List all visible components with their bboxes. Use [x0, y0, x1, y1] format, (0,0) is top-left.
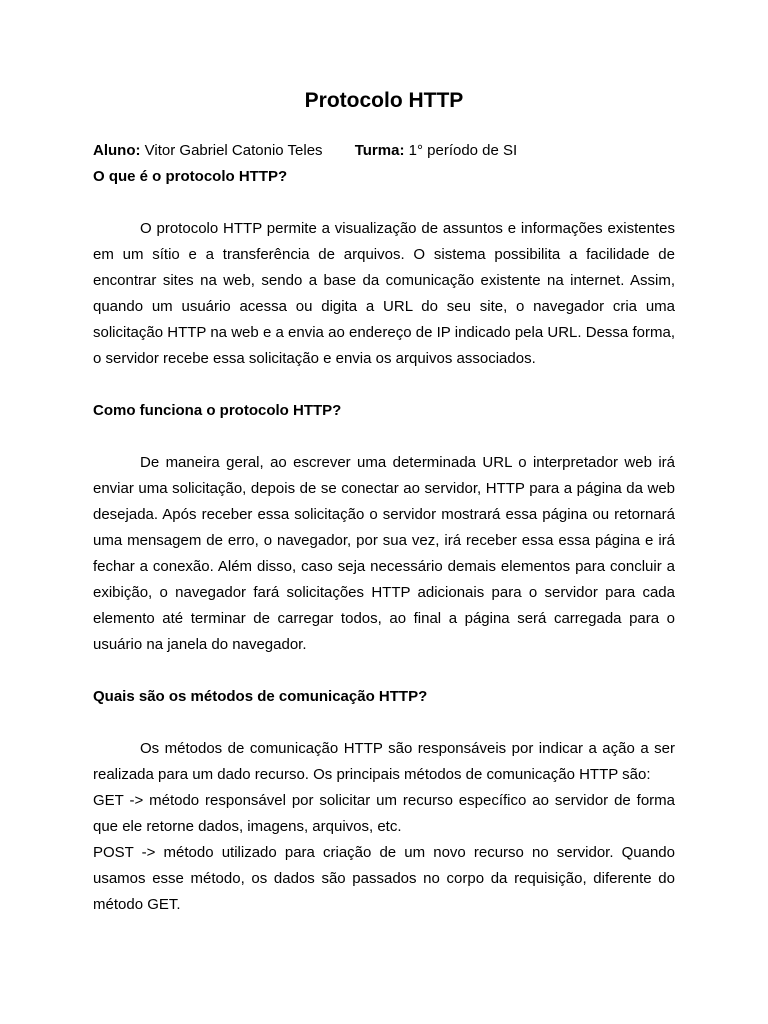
student-label: Aluno:	[93, 142, 141, 159]
section-heading-how-it-works: Como funciona o protocolo HTTP?	[93, 402, 342, 419]
student-name: Vitor Gabriel Catonio Teles	[144, 142, 323, 159]
section-paragraph-how-it-works: De maneira geral, ao escrever uma determinada URL o interpretador web irá enviar uma solicitação, depois de se conectar ao servidor, HTTP para a página da web desejada. Após receber essa solicitação o servidor mostrará essa página ou retornará uma mensagem de erro, o navegador, por sua vez, irá receber essa essa página e irá fechar a conexão. Além disso, caso seja necessário demais elementos para concluir a exibição, o navegador fará solicitações HTTP adicionais para o servidor para cada elemento até terminar de carregar todos, ao final a página será carregada para o usuário na janela do navegador.	[93, 454, 675, 653]
document-title: Protocolo HTTP	[304, 89, 464, 112]
section-paragraph-what-is-http: O protocolo HTTP permite a visualização de assuntos e informações existentes em um sítio e a transferência de arquivos. O sistema possibilita a facilidade de encontrar sites na web, sendo a base da comunicação existente na internet. Assim, quando um usuário acessa ou digita a URL do seu site, o navegador cria uma solicitação HTTP na web e a envia ao endereço de IP indicado pela URL. Dessa forma, o servidor recebe essa solicitação e envia os arquivos associados.	[93, 220, 675, 367]
document-page	[93, 84, 675, 918]
student-info-row	[93, 138, 675, 164]
class-info	[355, 138, 517, 164]
method-post-description: POST -> método utilizado para criação de um novo recurso no servidor. Quando usamos esse método, os dados são passados no corpo da requisição, diferente do método GET.	[93, 844, 675, 913]
method-get-description: GET -> método responsável por solicitar um recurso específico ao servidor de forma que ele retorne dados, imagens, arquivos, etc.	[93, 792, 675, 835]
class-value: 1° período de SI	[408, 142, 518, 159]
section-heading-what-is-http: O que é o protocolo HTTP?	[93, 168, 288, 185]
class-label: Turma:	[354, 142, 405, 159]
section-heading-methods: Quais são os métodos de comunicação HTTP?	[93, 688, 428, 705]
section-paragraph-methods: Os métodos de comunicação HTTP são responsáveis por indicar a ação a ser realizada para um dado recurso. Os principais métodos de comunicação HTTP são:	[93, 740, 675, 783]
